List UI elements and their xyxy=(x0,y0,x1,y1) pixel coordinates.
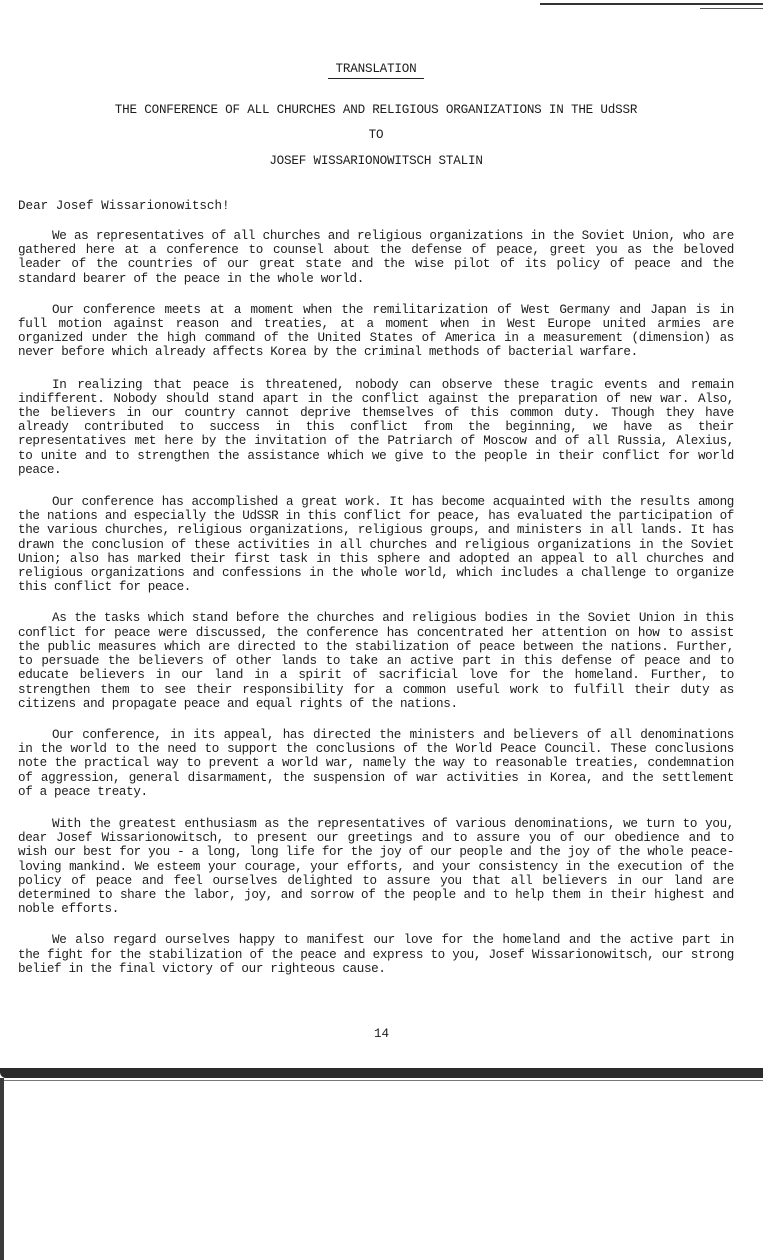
body-paragraph-6: Our conference, in its appeal, has directed the ministers and believers of all denominations in the world to the need to support the conclusions of the World Peace Council. These conclusions note the practical way to prevent a world war, namely the way to reasonable treaties, condemnation of aggression, general disarmament, the suspension of war activities in Korea, and the settlement of a peace treaty. xyxy=(18,727,734,799)
translation-label: TRANSLATION xyxy=(328,62,425,79)
page-number: 14 xyxy=(373,1027,390,1041)
scan-bottom-edge-band xyxy=(0,1068,763,1078)
scan-top-edge-rule-secondary xyxy=(700,8,763,9)
body-paragraph-7: With the greatest enthusiasm as the representatives of various denominations, we turn to you, dear Josef Wissarionowitsch, to present our greetings and to assure you of our obedience and to wish our best for you - a long, long life for the joy of our people and the joy of the whole peace-loving mankind. We esteem your courage, your efforts, and your consistency in the execution of the policy of peace and feel ourselves delighted to assure you that all believers in our land are determined to share the labor, joy, and sorrow of the people and to help them in their highest and noble efforts. xyxy=(18,816,734,917)
scan-bottom-edge-rule xyxy=(0,1080,763,1081)
document-page xyxy=(18,60,734,976)
document-title: THE CONFERENCE OF ALL CHURCHES AND RELIGIOUS ORGANIZATIONS IN THE UdSSR xyxy=(114,103,638,118)
body-paragraph-8: We also regard ourselves happy to manifest our love for the homeland and the active part in the fight for the stabilization of the peace and express to you, Josef Wissarionowitsch, our strong belief in the final victory of our righteous cause. xyxy=(18,933,734,976)
salutation: Dear Josef Wissarionowitsch! xyxy=(18,198,230,213)
scan-top-edge-rule xyxy=(540,3,763,5)
body-paragraph-3: In realizing that peace is threatened, nobody can observe these tragic events and remain indifferent. Nobody should stand apart in the conflict against the preparation of new war. Also, the believers in our country cannot deprive themselves of this common duty. Though they have already contributed to success in this conflict from the beginning, we have as their representatives met here by the invitation of the Patriarch of Moscow and of all Russia, Alexius, to unite and to strengthen the assistance which we give to the people in their conflict for world peace. xyxy=(18,377,734,477)
document-recipient: JOSEF WISSARIONOWITSCH STALIN xyxy=(269,153,483,168)
translation-label-heading xyxy=(18,62,734,79)
body-paragraph-4: Our conference has accomplished a great work. It has become acquainted with the results among the nations and especially the UdSSR in this conflict for peace, has evaluated the participation of the various churches, religious organizations, religious groups, and ministers in all lands. It has drawn the conclusion of these activities in all churches and religious organizations in the Soviet Union; also has marked their first task in this sphere and adopted an appeal to all churches and religious organizations and confessions in the whole world, which includes a challenge to organize this conflict for peace. xyxy=(18,495,734,595)
body-paragraph-1: We as representatives of all churches and religious organizations in the Soviet Union, who are gathered here at a conference to counsel about the defense of peace, greet you as the beloved leader of the countries of our great state and the wise pilot of its policy of peace and the standard bearer of the peace in the whole world. xyxy=(18,229,734,286)
document-to-line: TO xyxy=(368,128,384,143)
body-paragraph-2: Our conference meets at a moment when the remilitarization of West Germany and Japan is in full motion against reason and treaties, at a moment when in West Europe united armies are organized under the high command of the United States of America in a measurement (dimension) as never before which already affects Korea by the criminal methods of bacterial warfare. xyxy=(18,302,734,360)
scan-left-edge-shadow xyxy=(0,1078,4,1260)
body-paragraph-5: As the tasks which stand before the churches and religious bodies in the Soviet Union in this conflict for peace were discussed, the conference has concentrated her attention on how to assist the public measures which are directed to the stabilization of peace between the nations. Further, to persuade the believers of other lands to take an active part in this defense of peace and to educate believers in our land in a spirit of sacrificial love for the homeland. Further, to strengthen them to see their responsibility for a common useful work to fulfill their duty as citizens and propagate peace and equal rights of the nations. xyxy=(18,611,734,711)
